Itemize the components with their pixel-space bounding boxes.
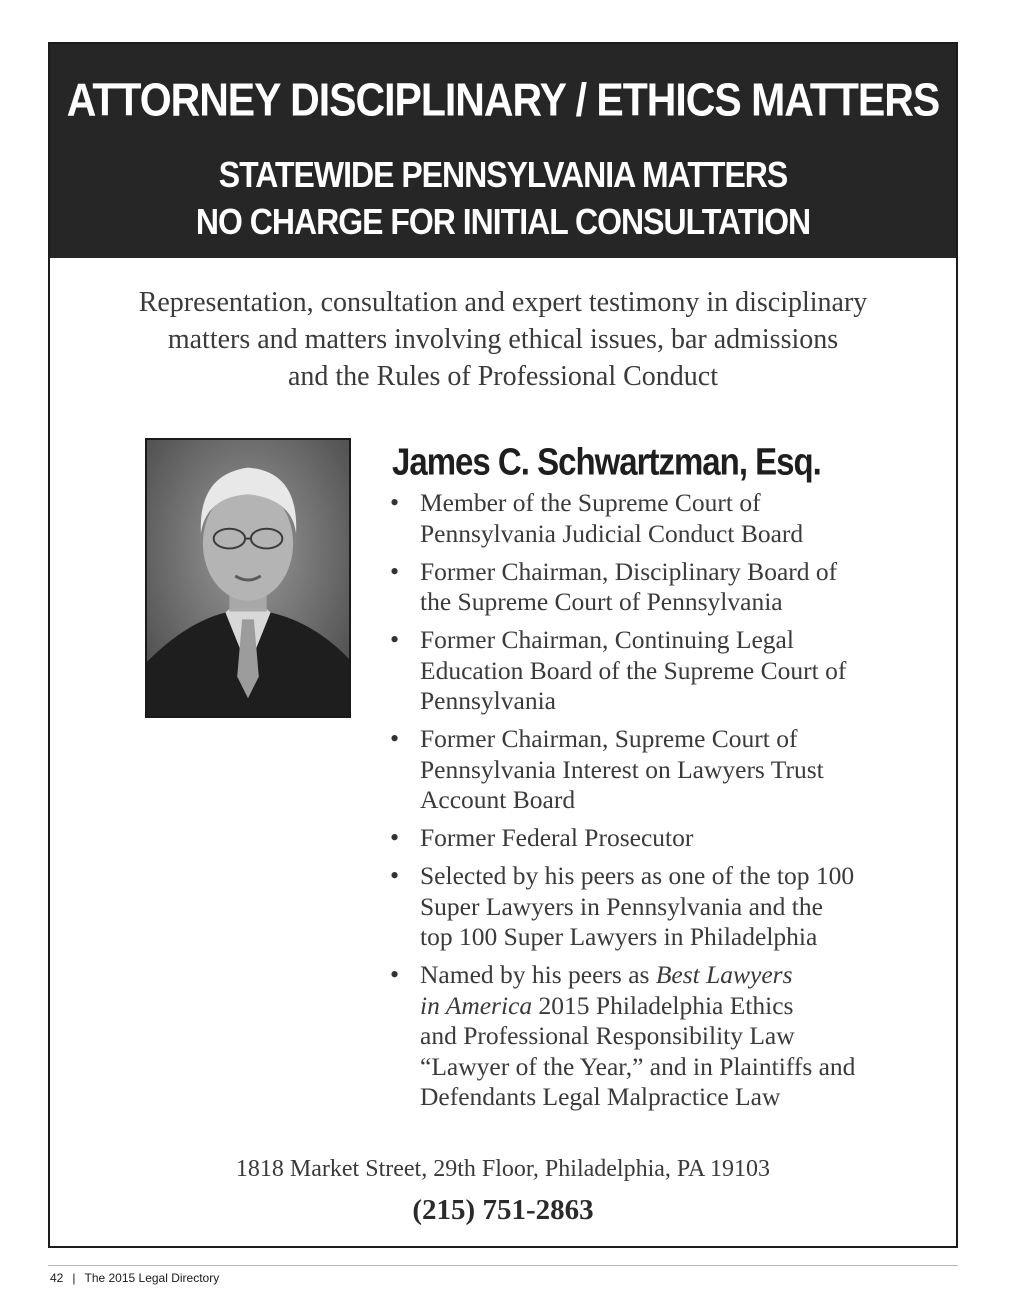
list-item: • Member of the Supreme Court of Pennsylvania Judicial Conduct Board: [386, 488, 906, 549]
page-number: 42: [50, 1271, 64, 1285]
italic-title: Best Lawyers: [655, 960, 793, 989]
office-address: 1818 Market Street, 29th Floor, Philadelphia, PA 19103: [235, 1156, 771, 1182]
list-item: • Former Chairman, Continuing Legal Education Board of the Supreme Court of Pennsylvania: [386, 625, 906, 717]
page-footer: [50, 1271, 219, 1285]
list-item: • Former Chairman, Disciplinary Board of the Supreme Court of Pennsylvania: [386, 557, 906, 618]
attorney-portrait-image: [147, 440, 349, 716]
banner-subtitle: [50, 151, 956, 245]
banner-title: ATTORNEY DISCIPLINARY / ETHICS MATTERS: [66, 74, 940, 126]
attorney-name: James C. Schwartzman, Esq.: [392, 440, 821, 483]
list-item: • Selected by his peers as one of the top 100 Super Lawyers in Pennsylvania and the top 100 Super Lawyers in Philadelphia: [386, 861, 906, 953]
list-item: • Former Chairman, Supreme Court of Pennsylvania Interest on Lawyers Trust Account Board: [386, 724, 906, 816]
footer-divider: [48, 1265, 958, 1266]
banner-subtitle-line: NO CHARGE FOR INITIAL CONSULTATION: [195, 201, 811, 242]
italic-title: in America: [420, 990, 533, 1020]
list-item: • Named by his peers as Best Lawyers in America 2015 Philadelphia Ethics and Professional Responsibility Law “Lawyer of the Year,” and in Plaintiffs and Defendants Legal Malpractice Law: [386, 960, 906, 1113]
phone-number: (215) 751-2863: [412, 1194, 594, 1226]
publication-title: The 2015 Legal Directory: [84, 1271, 220, 1285]
footer-separator: |: [72, 1271, 76, 1285]
intro-line: matters and matters involving ethical issues, bar admissions: [167, 324, 839, 355]
intro-line: Representation, consultation and expert testimony in disciplinary: [138, 287, 868, 318]
attorney-photo: [145, 438, 351, 718]
advertisement: [48, 42, 958, 1248]
banner-subtitle-line: STATEWIDE PENNSYLVANIA MATTERS: [218, 154, 788, 195]
intro-line: and the Rules of Professional Conduct: [287, 361, 719, 392]
list-item: • Former Federal Prosecutor: [386, 823, 906, 854]
credentials-list: [386, 488, 906, 1120]
header-banner: [50, 44, 956, 258]
intro-text: [110, 284, 896, 395]
